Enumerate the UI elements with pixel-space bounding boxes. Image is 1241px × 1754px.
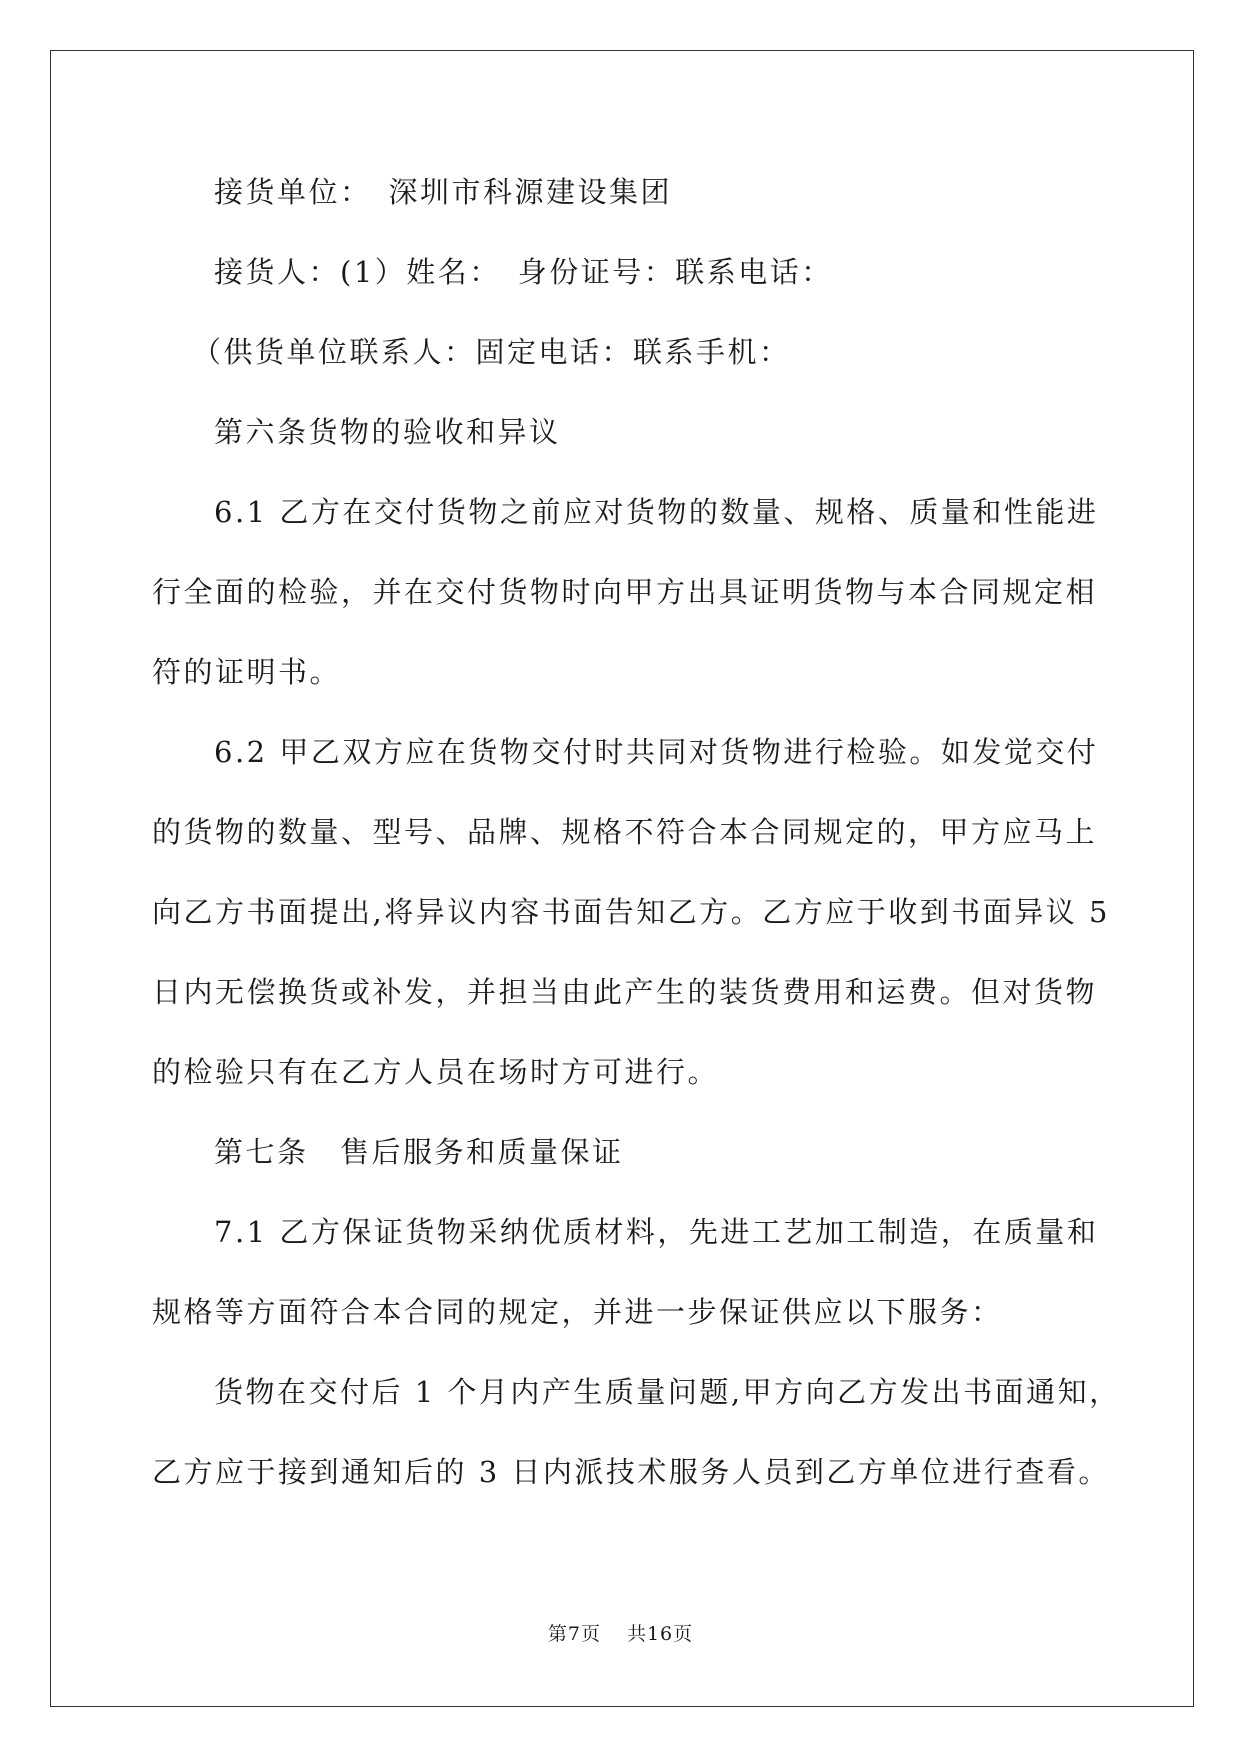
clause-7-1-line-2: 规格等方面符合本合同的规定，并进一步保证供应以下服务： bbox=[152, 1295, 1003, 1329]
service-paragraph-line-2: 乙方应于接到通知后的 3 日内派技术服务人员到乙方单位进行查看。 bbox=[152, 1455, 1110, 1489]
clause-6-1-line-2: 行全面的检验，并在交付货物时向甲方出具证明货物与本合同规定相 bbox=[152, 575, 1098, 609]
service-paragraph-line-1: 货物在交付后 1 个月内产生质量问题,甲方向乙方发出书面通知， bbox=[214, 1375, 1121, 1409]
clause-6-2-line-4: 日内无偿换货或补发，并担当由此产生的装货费用和运费。但对货物 bbox=[152, 975, 1098, 1009]
page-footer bbox=[0, 1622, 1241, 1646]
clause-6-2-line-1: 6.2 甲乙双方应在货物交付时共同对货物进行检验。如发觉交付 bbox=[214, 735, 1099, 769]
clause-6-2-line-2: 的货物的数量、型号、品牌、规格不符合本合同规定的，甲方应马上 bbox=[152, 815, 1098, 849]
clause-6-1-line-3: 符的证明书。 bbox=[152, 655, 342, 689]
page-number: 第7页 bbox=[547, 1623, 601, 1645]
clause-7-1-line-1: 7.1 乙方保证货物采纳优质材料，先进工艺加工制造，在质量和 bbox=[214, 1215, 1099, 1249]
page-total: 共16页 bbox=[626, 1623, 694, 1645]
article-6-heading: 第六条货物的验收和异议 bbox=[214, 415, 561, 449]
clause-6-2-line-3: 向乙方书面提出,将异议内容书面告知乙方。乙方应于收到书面异议 5 bbox=[152, 895, 1110, 929]
receiver-unit-line: 接货单位： 深圳市科源建设集团 bbox=[214, 175, 673, 209]
clause-6-2-line-5: 的检验只有在乙方人员在场时方可进行。 bbox=[152, 1055, 720, 1089]
receiver-person-line: 接货人：(1）姓名： 身份证号：联系电话： bbox=[214, 255, 833, 289]
supplier-contact-line: （供货单位联系人：固定电话：联系手机： bbox=[192, 335, 791, 369]
clause-6-1-line-1: 6.1 乙方在交付货物之前应对货物的数量、规格、质量和性能进 bbox=[214, 495, 1099, 529]
article-7-heading: 第七条 售后服务和质量保证 bbox=[214, 1135, 624, 1169]
